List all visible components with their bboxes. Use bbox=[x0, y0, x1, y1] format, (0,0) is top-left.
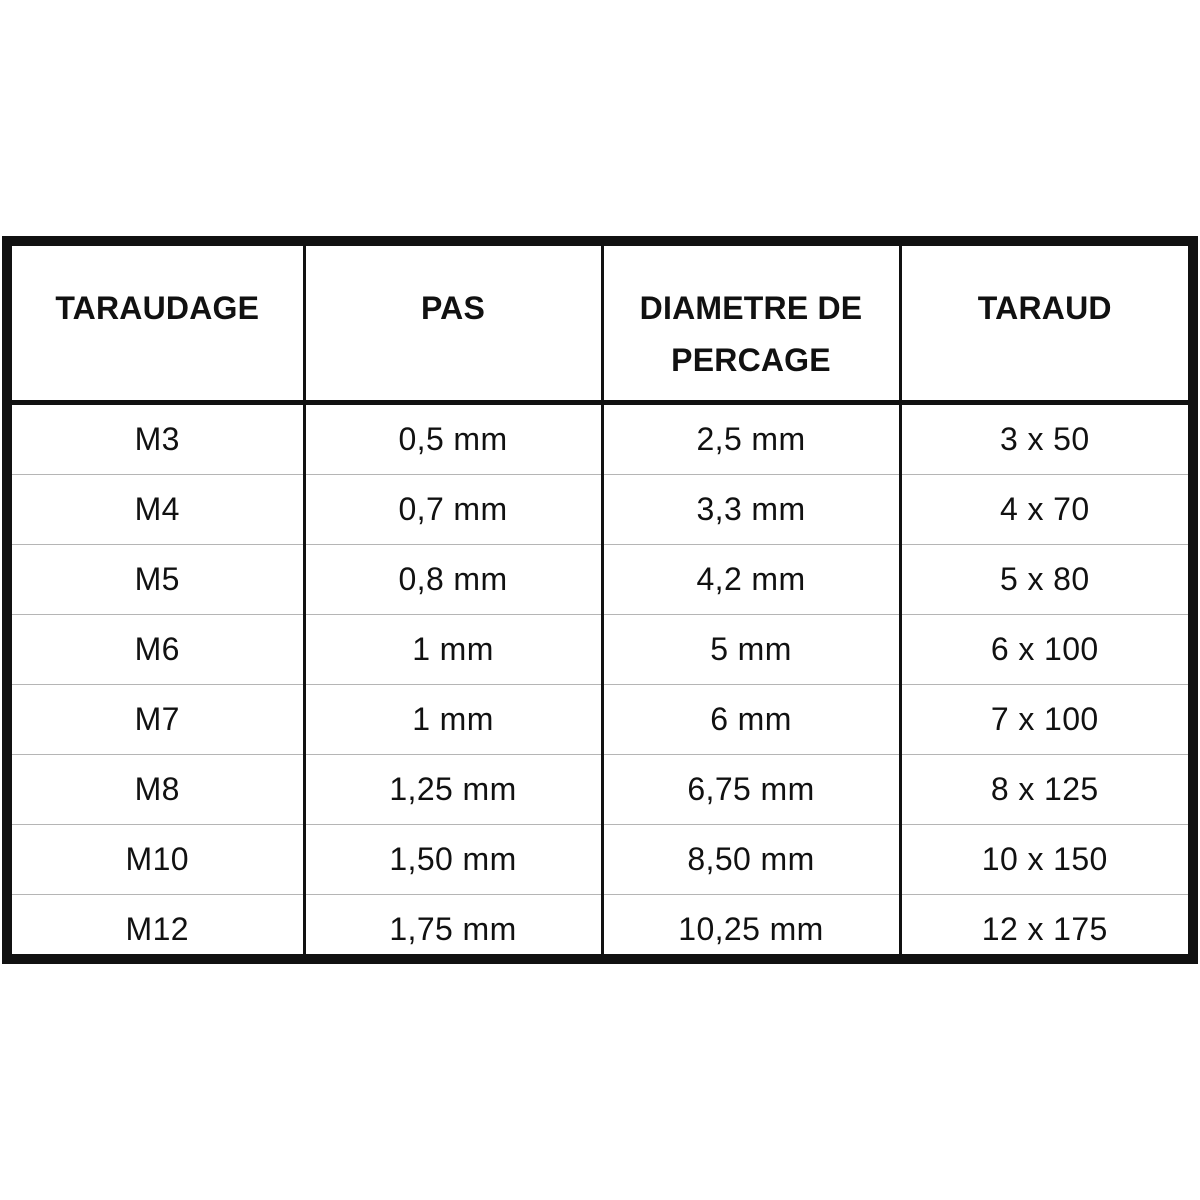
cell-taraudage: M4 bbox=[12, 474, 304, 544]
cell-pas: 0,5 mm bbox=[304, 402, 602, 474]
cell-pas: 1,75 mm bbox=[304, 894, 602, 964]
table-row bbox=[12, 824, 1188, 894]
cell-taraudage: M12 bbox=[125, 910, 189, 947]
cell-diametre: 8,50 mm bbox=[602, 824, 900, 894]
table-row bbox=[12, 684, 1188, 754]
table-row bbox=[12, 474, 1188, 544]
table-row bbox=[12, 614, 1188, 684]
table-row bbox=[12, 402, 1188, 474]
cell-pas: 0,8 mm bbox=[304, 544, 602, 614]
cell-pas: 1 mm bbox=[304, 614, 602, 684]
cell-taraud: 4 x 70 bbox=[900, 474, 1188, 544]
cell-taraud: 10 x 150 bbox=[900, 824, 1188, 894]
cell-diametre: 6 mm bbox=[602, 684, 900, 754]
cell-diametre: 2,5 mm bbox=[602, 402, 900, 474]
cell-pas: 1,25 mm bbox=[304, 754, 602, 824]
cell-taraud: 12 x 175 bbox=[900, 894, 1188, 964]
cell-pas: 1,50 mm bbox=[304, 824, 602, 894]
header-taraud: TARAUD bbox=[900, 246, 1188, 402]
cell-taraudage: M3 bbox=[12, 402, 304, 474]
table-row bbox=[12, 894, 1188, 964]
cell-taraud: 7 x 100 bbox=[900, 684, 1188, 754]
cell-diametre: 3,3 mm bbox=[602, 474, 900, 544]
cell-taraudage: M5 bbox=[12, 544, 304, 614]
cell-diametre: 6,75 mm bbox=[602, 754, 900, 824]
cell-pas: 1 mm bbox=[304, 684, 602, 754]
cell-diametre: 10,25 mm bbox=[602, 894, 900, 964]
tapping-table bbox=[12, 246, 1188, 964]
cell-taraudage: M8 bbox=[12, 754, 304, 824]
cell-taraud: 6 x 100 bbox=[900, 614, 1188, 684]
tapping-table-frame bbox=[2, 236, 1198, 964]
cell-taraud: 3 x 50 bbox=[900, 402, 1188, 474]
cell-taraudage: M7 bbox=[12, 684, 304, 754]
header-row bbox=[12, 246, 1188, 402]
table-row bbox=[12, 754, 1188, 824]
cell-taraud: 5 x 80 bbox=[900, 544, 1188, 614]
table-header bbox=[12, 246, 1188, 402]
cell-taraudage: M6 bbox=[12, 614, 304, 684]
table-row bbox=[12, 544, 1188, 614]
cell-diametre: 5 mm bbox=[602, 614, 900, 684]
header-taraudage: TARAUDAGE bbox=[12, 246, 304, 402]
header-pas: PAS bbox=[304, 246, 602, 402]
cell-pas: 0,7 mm bbox=[304, 474, 602, 544]
cell-diametre: 4,2 mm bbox=[602, 544, 900, 614]
header-diametre-de-percage: DIAMETRE DE PERCAGE bbox=[602, 246, 900, 402]
table-body bbox=[12, 402, 1188, 964]
cell-taraud: 8 x 125 bbox=[900, 754, 1188, 824]
cell-taraudage: M10 bbox=[12, 824, 304, 894]
